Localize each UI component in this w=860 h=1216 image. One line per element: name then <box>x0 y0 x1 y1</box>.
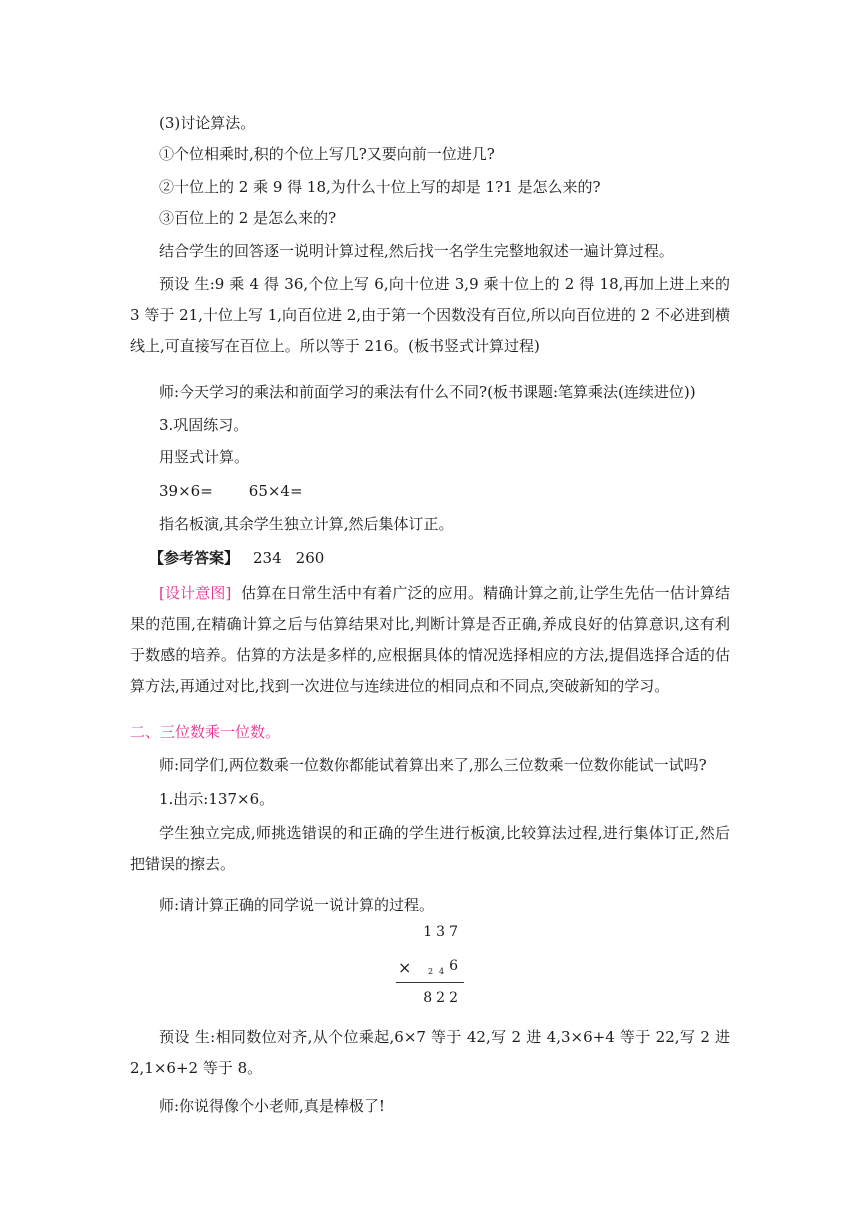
vertical-calculation <box>396 918 466 1014</box>
section-heading-3digit: 二、三位数乘一位数。 <box>130 723 281 741</box>
design-intent-label: [设计意图] <box>159 584 232 602</box>
exercise-2: 65×4= <box>248 482 303 500</box>
answer-label: 【参考答案】 <box>149 549 240 567</box>
times-sign: × <box>398 958 412 977</box>
answer-1: 234 <box>253 549 282 567</box>
para-teacher-ask: 师:请计算正确的同学说一说计算的过程。 <box>159 896 435 914</box>
para-show-problem: 1.出示:137×6。 <box>159 790 275 808</box>
design-intent-text: 估算在日常生活中有着广泛的应用。精确计算之前,让学生先估一估计算结果的范围,在精确计算之后与估算结果对比,判断计算是否正确,养成良好的估算意识,这有利于数感的培养。估算的方法是多样的,应根据具体的情况选择相应的方法,提倡选择合适的估算方法,再通过对比,找到一次进位与连续进位的相同点和不同点,突破新知的学习。 <box>130 584 730 695</box>
carry-digit-2: 4 <box>439 967 445 976</box>
para-vertical-calc: 用竖式计算。 <box>159 448 250 466</box>
para-teacher-question: 师:今天学习的乘法和前面学习的乘法有什么不同?(板书课题:笔算乘法(连续进位)) <box>159 383 696 401</box>
calc-divider-line <box>396 982 464 983</box>
answer-2: 260 <box>295 549 325 567</box>
calc-multiplier: 6 <box>449 958 462 974</box>
question-3: ③百位上的 2 是怎么来的? <box>159 209 337 227</box>
para-board-demo: 指名板演,其余学生独立计算,然后集体订正。 <box>159 515 454 533</box>
carry-digit-1: 2 <box>428 967 434 976</box>
para-preset-answer-1: 预设 生:9 乘 4 得 36,个位上写 6,向十位进 3,9 乘十位上的 2 得 18,再加上进上来的 3 等于 21,十位上写 1,向百位进 2,由于第一个因数没有百位,所以向百位进的 2 不必进到横线上,可直接写在百位上。所以等于 216。(板书竖式计算过程) <box>130 275 730 355</box>
question-1: ①个位相乘时,积的个位上写几?又要向前一位进几? <box>159 145 495 163</box>
para-design-intent <box>130 578 730 702</box>
calc-result: 822 <box>423 990 462 1006</box>
para-teacher-intro: 师:同学们,两位数乘一位数你都能试着算出来了,那么三位数乘一位数你能试一试吗? <box>159 756 707 774</box>
exercise-line <box>159 476 759 507</box>
para-discuss-method: (3)讨论算法。 <box>159 114 256 132</box>
question-2: ②十位上的 2 乘 9 得 18,为什么十位上写的却是 1?1 是怎么来的? <box>159 178 601 196</box>
para-student-complete: 学生独立完成,师挑选错误的和正确的学生进行板演,比较算法过程,进行集体订正,然后把错误的擦去。 <box>130 824 730 873</box>
para-explain-process: 结合学生的回答逐一说明计算过程,然后找一名学生完整地叙述一遍计算过程。 <box>159 242 674 260</box>
answer-line <box>149 543 749 574</box>
para-preset-answer-2: 预设 生:相同数位对齐,从个位乘起,6×7 等于 42,写 2 进 4,3×6+4 等于 22,写 2 进 2,1×6+2 等于 8。 <box>130 1028 730 1077</box>
calc-multiplicand: 137 <box>423 924 462 940</box>
heading-practice: 3.巩固练习。 <box>159 416 249 434</box>
exercise-1: 39×6= <box>159 482 213 500</box>
para-teacher-praise: 师:你说得像个小老师,真是棒极了! <box>159 1097 385 1115</box>
